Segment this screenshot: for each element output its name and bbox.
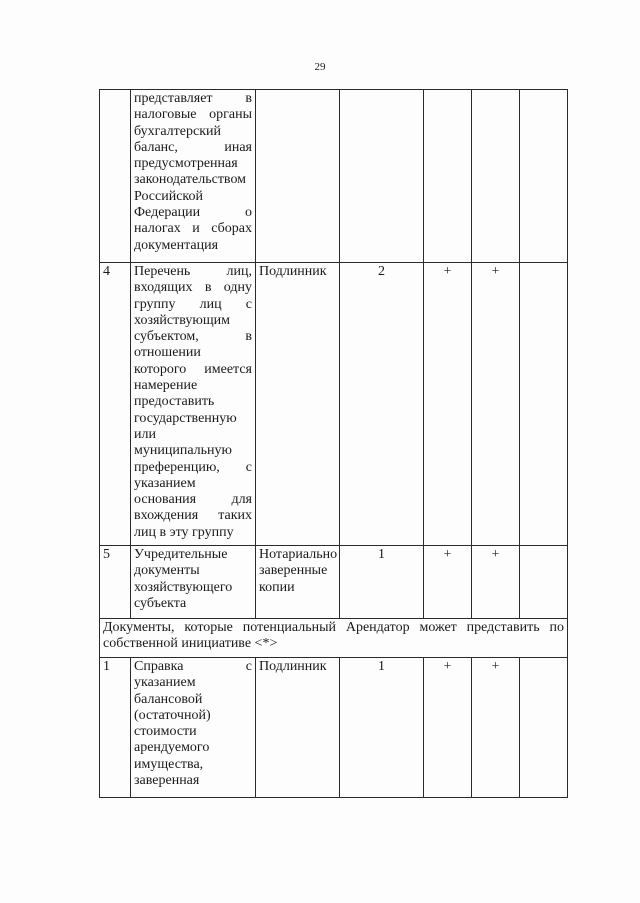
mark-cell-3 bbox=[520, 546, 568, 619]
mark-cell-2 bbox=[472, 90, 520, 263]
section-heading-row bbox=[100, 619, 568, 658]
document-form-cell: Подлинник bbox=[256, 658, 340, 798]
table-row bbox=[100, 90, 568, 263]
row-number-cell bbox=[100, 90, 131, 263]
document-name-cell: Учредительные документы хозяйствующего субъекта bbox=[131, 546, 256, 619]
quantity-cell: 2 bbox=[340, 263, 424, 546]
mark-cell-2: + bbox=[472, 263, 520, 546]
mark-cell-3 bbox=[520, 90, 568, 263]
document-form-cell: Нотариально заверенные копии bbox=[256, 546, 340, 619]
mark-cell-3 bbox=[520, 658, 568, 798]
table-row bbox=[100, 658, 568, 798]
mark-cell-2: + bbox=[472, 658, 520, 798]
quantity-cell bbox=[340, 90, 424, 263]
document-form-cell: Подлинник bbox=[256, 263, 340, 546]
mark-cell-1 bbox=[424, 90, 472, 263]
document-name-cell: Справка с указанием балансовой (остаточной) стоимости арендуемого имущества, заверенная bbox=[131, 658, 256, 798]
section-heading: Документы, которые потенциальный Арендатор может представить по собственной инициативе <*> bbox=[100, 619, 568, 658]
document-form-cell bbox=[256, 90, 340, 263]
mark-cell-1: + bbox=[424, 658, 472, 798]
mark-cell-1: + bbox=[424, 546, 472, 619]
row-number-cell: 1 bbox=[100, 658, 131, 798]
table-row bbox=[100, 546, 568, 619]
mark-cell-2: + bbox=[472, 546, 520, 619]
documents-table bbox=[99, 89, 568, 798]
document-name-cell: Перечень лиц, входящих в одну группу лиц с хозяйствующим субъектом, в отношении которого имеется намерение предоставить государственную или муниципальную преференцию, с указанием основания для вхождения таких лиц в эту группу bbox=[131, 263, 256, 546]
row-number-cell: 4 bbox=[100, 263, 131, 546]
mark-cell-1: + bbox=[424, 263, 472, 546]
page-number: 29 bbox=[314, 61, 326, 73]
document-name-cell: представляет в налоговые органы бухгалтерский баланс, иная предусмотренная законодательством Российской Федерации о налогах и сборах документация bbox=[131, 90, 256, 263]
row-number-cell: 5 bbox=[100, 546, 131, 619]
quantity-cell: 1 bbox=[340, 658, 424, 798]
table-row bbox=[100, 263, 568, 546]
mark-cell-3 bbox=[520, 263, 568, 546]
quantity-cell: 1 bbox=[340, 546, 424, 619]
